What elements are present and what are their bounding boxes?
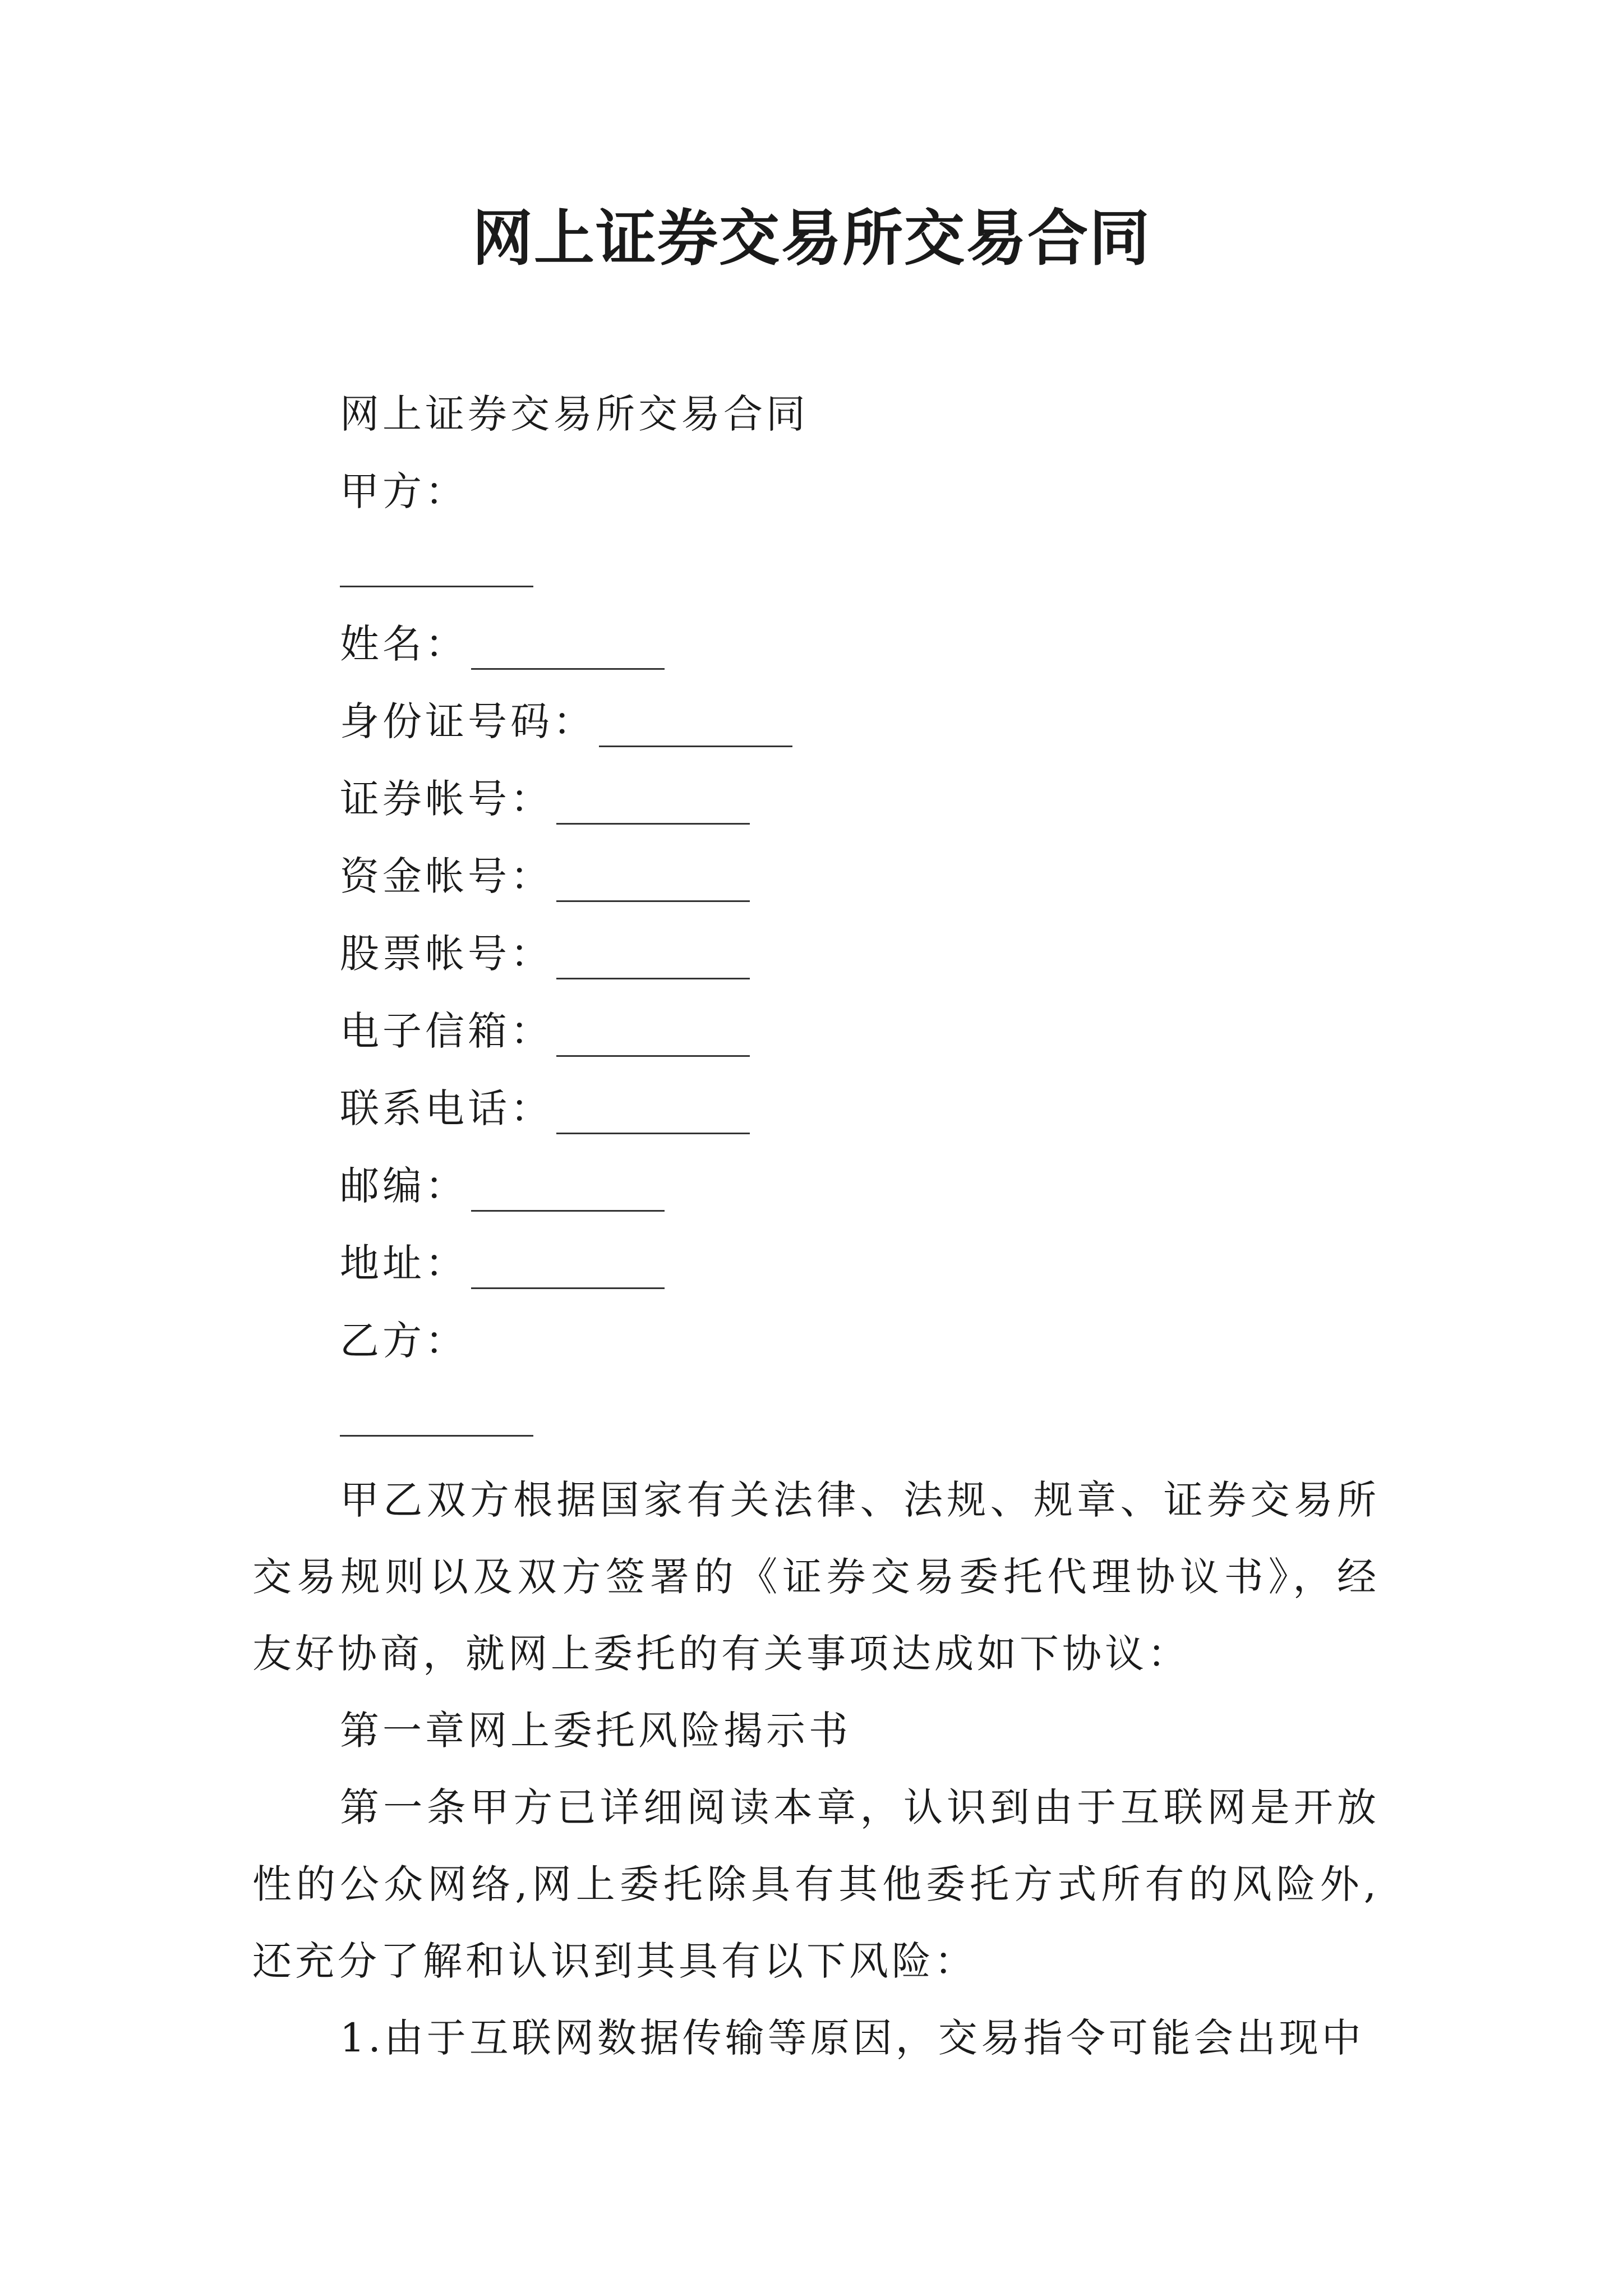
party-b-label: 乙方：	[340, 1318, 468, 1364]
field-phone-label: 联系电话：	[340, 1085, 553, 1131]
risk-item-1: 1.由于互联网数据传输等原因，交易指令可能会出现中	[340, 2015, 1364, 2061]
field-email-blank[interactable]	[556, 1055, 750, 1057]
field-id-number-blank[interactable]	[599, 746, 792, 747]
field-email	[340, 1004, 750, 1058]
article-one-paragraph: 第一条甲方已详细阅读本章，认识到由于互联网是开放性的公众网络,网上委托除具有其他委托方式所有的风险外,还充分了解和认识到其具有以下风险：	[252, 1784, 1380, 1984]
chapter-heading: 第一章网上委托风险揭示书	[340, 1708, 851, 1754]
agreement-intro-paragraph: 甲乙双方根据国家有关法律、法规、规章、证券交易所交易规则以及双方签署的《证券交易委托代理协议书》，经友好协商，就网上委托的有关事项达成如下协议：	[252, 1477, 1380, 1677]
document-title: 网上证券交易所交易合同	[472, 203, 1151, 274]
party-b-blank[interactable]	[340, 1435, 533, 1437]
field-securities-account-blank[interactable]	[556, 823, 750, 825]
field-fund-account	[340, 849, 750, 903]
field-address	[340, 1236, 665, 1290]
field-stock-account-label: 股票帐号：	[340, 931, 553, 977]
field-address-label: 地址：	[340, 1240, 468, 1286]
field-id-number	[340, 694, 792, 748]
field-email-label: 电子信箱：	[340, 1008, 553, 1054]
field-phone	[340, 1082, 750, 1135]
contract-heading: 网上证券交易所交易合同	[340, 391, 809, 437]
field-name-label: 姓名：	[340, 621, 468, 667]
party-a-blank[interactable]	[340, 586, 533, 587]
field-address-blank[interactable]	[471, 1287, 665, 1289]
field-name-blank[interactable]	[471, 668, 665, 670]
party-a-label: 甲方：	[340, 468, 468, 514]
field-phone-blank[interactable]	[556, 1133, 750, 1134]
field-name	[340, 617, 665, 671]
field-fund-account-blank[interactable]	[556, 900, 750, 902]
field-securities-account-label: 证券帐号：	[340, 776, 553, 822]
field-fund-account-label: 资金帐号：	[340, 853, 553, 899]
field-postcode-blank[interactable]	[471, 1210, 665, 1212]
field-id-number-label: 身份证号码：	[340, 698, 596, 744]
field-securities-account	[340, 772, 750, 826]
field-stock-account-blank[interactable]	[556, 978, 750, 979]
field-stock-account	[340, 927, 750, 981]
field-postcode	[340, 1159, 665, 1213]
field-postcode-label: 邮编：	[340, 1163, 468, 1209]
